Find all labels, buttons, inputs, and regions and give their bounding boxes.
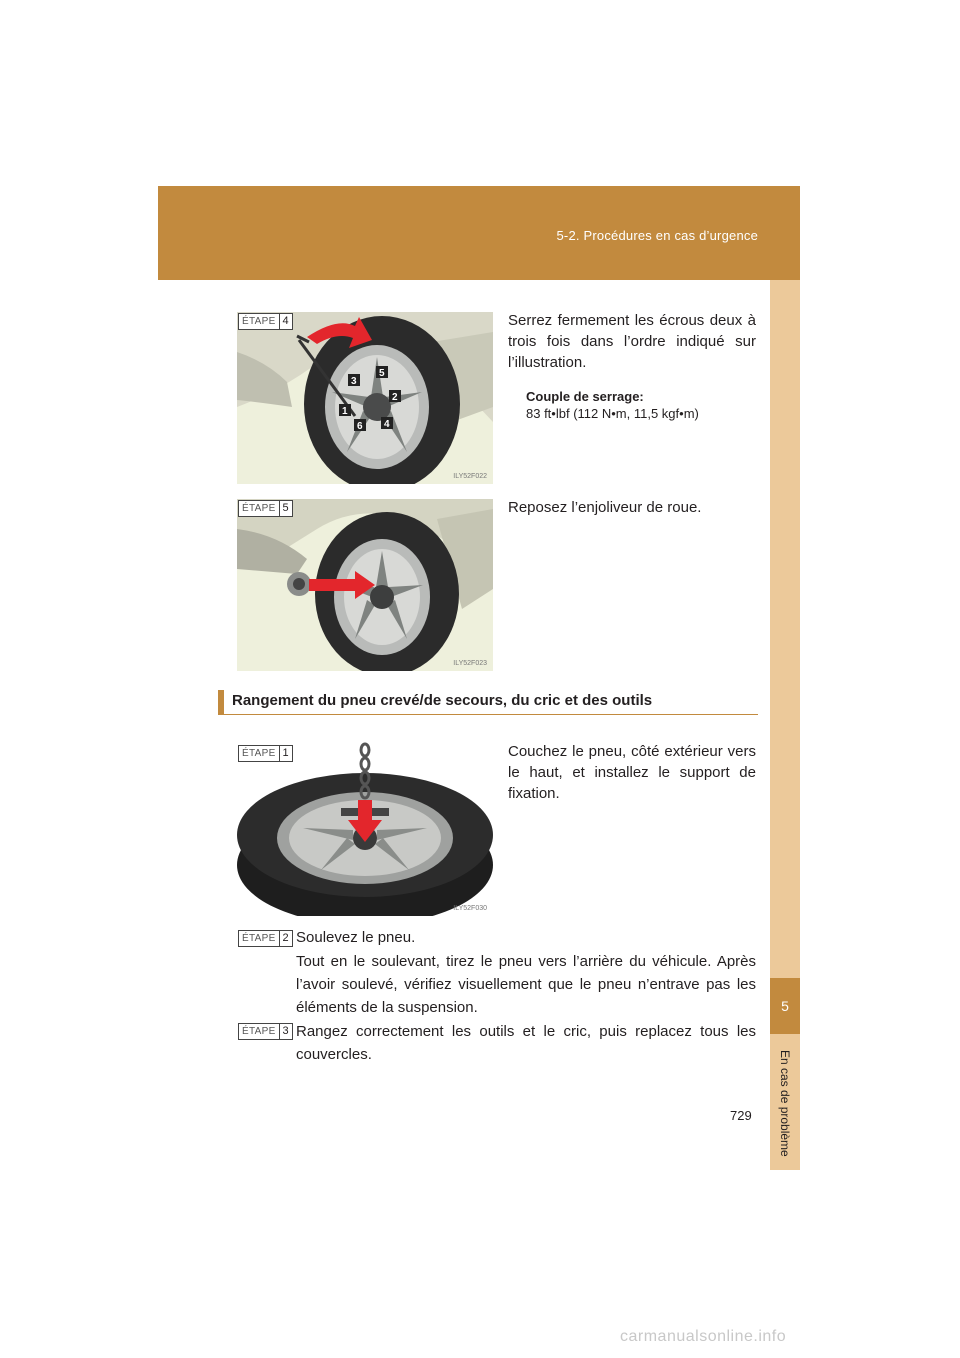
chapter-strip xyxy=(770,280,800,1170)
svg-text:1: 1 xyxy=(342,406,348,417)
section-title: 5-2. Procédures en cas d’urgence xyxy=(556,228,758,243)
section-heading-bar xyxy=(218,690,224,714)
svg-text:6: 6 xyxy=(357,421,363,432)
page-number: 729 xyxy=(730,1108,752,1123)
step-badge: ÉTAPE 4 xyxy=(238,313,293,330)
step-text: Couchez le pneu, côté extérieur vers le haut, et installez le support de fixation. xyxy=(508,743,756,802)
torque-value: 83 ft•lbf (112 N•m, 11,5 kgf•m) xyxy=(526,406,699,421)
image-code: ILY52F030 xyxy=(453,905,487,912)
step-text: Serrez fermement les écrous deux à trois fois dans l’ordre indiqué sur l’illustration. xyxy=(508,312,756,371)
step-text: Reposez l’enjoliveur de roue. xyxy=(508,499,702,516)
image-code: ILY52F023 xyxy=(453,660,487,667)
section-heading: Rangement du pneu crevé/de secours, du cric et des outils xyxy=(218,690,758,715)
step-badge: ÉTAPE 5 xyxy=(238,500,293,517)
chapter-number-tab: 5 xyxy=(770,978,800,1034)
step-title: Soulevez le pneu. xyxy=(296,929,416,946)
lug-nut-tightening-illustration xyxy=(237,312,493,484)
svg-text:2: 2 xyxy=(392,392,398,403)
step-badge: ÉTAPE 2 xyxy=(238,930,293,947)
chapter-title: En cas de problème xyxy=(778,1050,792,1157)
step-text: Tout en le soulevant, tirez le pneu vers l’arrière du véhicule. Après l’avoir soulevé, vérifiez visuellement que le pneu n’entrave pas les éléments de la suspension. xyxy=(296,953,756,1016)
torque-label: Couple de serrage: xyxy=(526,389,644,404)
spare-tire-storage-illustration xyxy=(237,740,493,916)
header-band xyxy=(158,186,800,280)
image-code: ILY52F022 xyxy=(453,473,487,480)
step-text: Rangez correctement les outils et le cric, puis replacez tous les couvercles. xyxy=(296,1023,756,1063)
svg-text:4: 4 xyxy=(384,419,390,430)
svg-text:3: 3 xyxy=(351,376,357,387)
svg-text:5: 5 xyxy=(379,368,385,379)
step-badge: ÉTAPE 1 xyxy=(238,745,293,762)
footer-watermark: carmanualsonline.info xyxy=(620,1328,787,1345)
wheel-cap-install-illustration xyxy=(237,499,493,671)
step-badge: ÉTAPE 3 xyxy=(238,1023,293,1040)
